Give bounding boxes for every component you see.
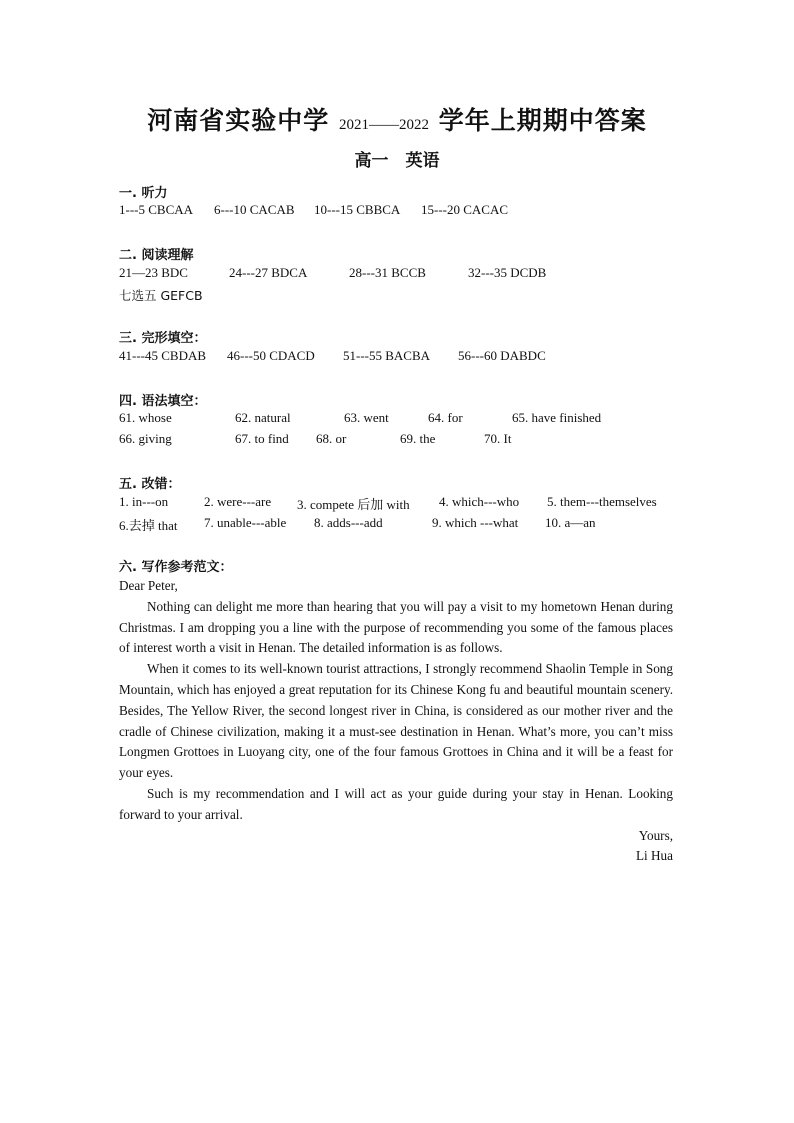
- page-title: [0, 101, 794, 137]
- answer-item: 64. for: [428, 410, 463, 425]
- section-heading-cloze: 三. 完形填空：: [119, 331, 207, 346]
- title-school: 河南省实验中学: [147, 106, 330, 135]
- answer-item: 1. in---on: [119, 494, 169, 509]
- title-term: 学年上期期中答案: [438, 106, 647, 135]
- answer-item: 51---55 BACBA: [343, 348, 431, 363]
- answer-item: 46---50 CDACD: [227, 348, 315, 363]
- answer-item: 15---20 CACAC: [421, 202, 509, 217]
- answer-item: 69. the: [400, 431, 436, 446]
- answer-item: 63. went: [344, 410, 389, 425]
- answer-item: 7. unable---able: [204, 515, 287, 530]
- answer-item: 6.去掉 that: [119, 518, 178, 533]
- answer-item: 61. whose: [119, 410, 172, 425]
- answer-item: 62. natural: [235, 410, 291, 425]
- section-heading-listening: 一. 听力: [119, 186, 168, 201]
- section-heading-reading: 二. 阅读理解: [119, 248, 194, 263]
- section-heading-writing: 六. 写作参考范文：: [119, 560, 233, 575]
- answer-item: 4. which---who: [439, 494, 520, 509]
- essay-signature: Li Hua: [636, 848, 673, 864]
- answer-item: 6---10 CACAB: [214, 202, 295, 217]
- essay-greeting: Dear Peter,: [119, 578, 178, 593]
- answer-item: 67. to find: [235, 431, 289, 446]
- answer-item: 28---31 BCCB: [349, 265, 426, 280]
- answer-item: 32---35 DCDB: [468, 265, 547, 280]
- essay-paragraph-1: Nothing can delight me more than hearing that you will pay a visit to my hometown Henan during Christmas. I am dropping you a line with the purpose of recommending you some of the famous places of interest worth a visit in Henan. The detailed information is as follows.: [119, 598, 673, 656]
- sample-essay: [119, 576, 673, 867]
- answer-item: 70. It: [484, 431, 512, 446]
- essay-closing: Yours,: [638, 827, 673, 843]
- answer-item: 3. compete 后加 with: [297, 497, 410, 512]
- answer-item: 七选五 GEFCB: [119, 288, 203, 303]
- section-heading-grammar: 四. 语法填空：: [119, 394, 207, 409]
- answer-item: 65. have finished: [512, 410, 602, 425]
- answer-item: 9. which ---what: [432, 515, 519, 530]
- answer-item: 5. them---themselves: [547, 494, 657, 509]
- answer-item: 24---27 BDCA: [229, 265, 308, 280]
- answer-item: 1---5 CBCAA: [119, 202, 194, 217]
- answer-item: 2. were---are: [204, 494, 272, 509]
- answer-item: 56---60 DABDC: [458, 348, 546, 363]
- answer-item: 21—23 BDC: [119, 265, 188, 280]
- section-heading-correction: 五. 改错：: [119, 477, 181, 492]
- title-year: 2021——2022: [339, 117, 429, 133]
- page-subtitle: 高一 英语: [354, 151, 440, 171]
- answer-item: 66. giving: [119, 431, 172, 446]
- answer-item: 10---15 CBBCA: [314, 202, 401, 217]
- answer-item: 68. or: [316, 431, 347, 446]
- essay-paragraph-2: When it comes to its well-known tourist attractions, I strongly recommend Shaolin Temple in Song Mountain, which has enjoyed a great reputation for its Chinese Kong fu and beautiful mountain scenery. Besides, The Yellow River, the second longest river in China, is considered as our mother river and the cradle of Chinese civilization, making it a must-see destination in Henan. What’s more, you can’t miss Longmen Grottoes in Luoyang city, one of the four famous Grottoes in China and it will be a feast for your eyes.: [119, 661, 673, 781]
- answer-item: 10. a—an: [545, 515, 596, 530]
- essay-paragraph-3: Such is my recommendation and I will act as your guide during your stay in Henan. Looking forward to your arrival.: [119, 785, 673, 822]
- answer-item: 8. adds---add: [314, 515, 383, 530]
- answer-item: 41---45 CBDAB: [119, 348, 207, 363]
